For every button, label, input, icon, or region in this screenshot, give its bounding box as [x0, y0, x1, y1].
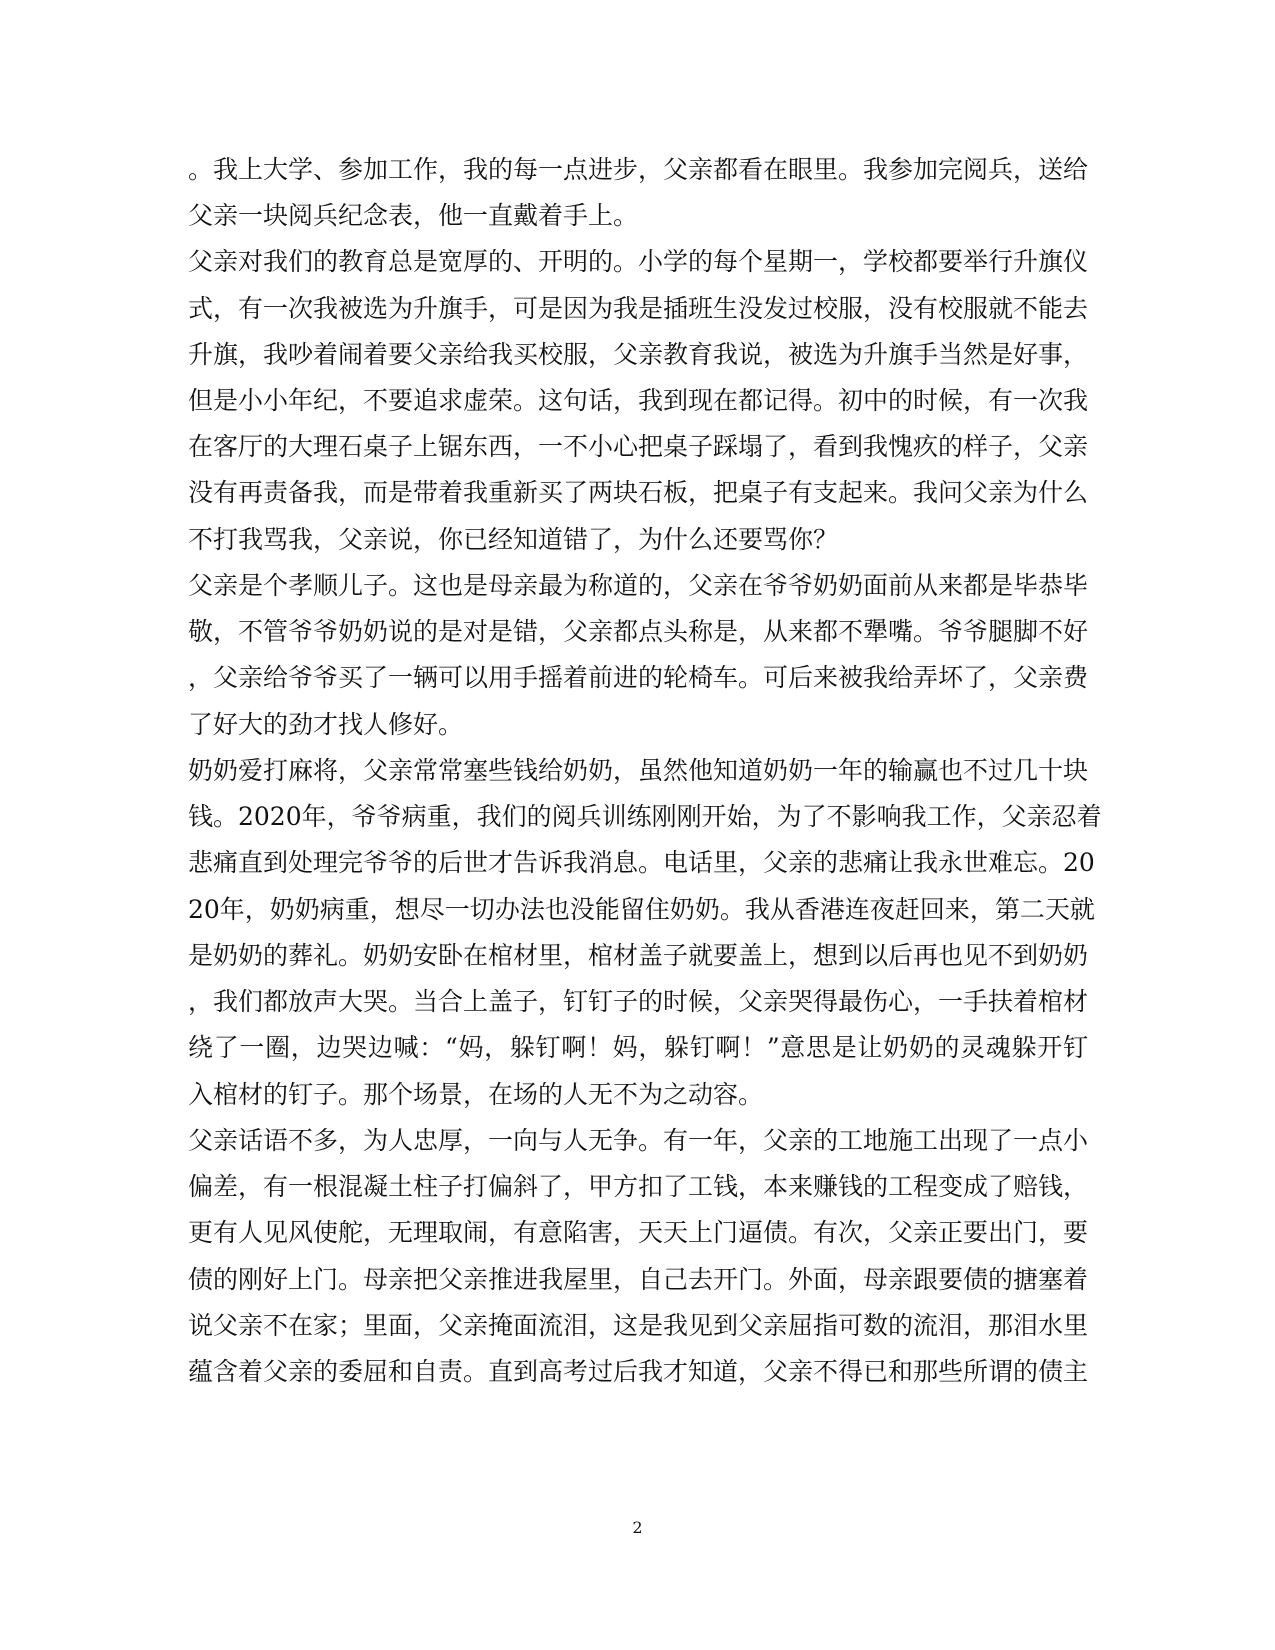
text-line-16: 悲痛直到处理完爷爷的后世才告诉我消息。电话里，父亲的悲痛让我永世难忘。20	[188, 848, 1095, 877]
text-line-21: 入棺材的钉子。那个场景，在场的人无不为之动容。	[188, 1080, 764, 1109]
text-line-8: 没有再责备我，而是带着我重新买了两块石板，把桌子有支起来。我问父亲为什么	[188, 478, 1089, 507]
text-line-6: 但是小小年纪，不要追求虚荣。这句话，我到现在都记得。初中的时候，有一次我	[188, 386, 1089, 415]
text-line-26: 说父亲不在家；里面，父亲掩面流泪，这是我见到父亲屈指可数的流泪，那泪水里	[188, 1311, 1089, 1340]
page-number: 2	[632, 1518, 643, 1537]
text-line-1: 。我上大学、参加工作，我的每一点进步，父亲都看在眼里。我参加完阅兵，送给	[188, 155, 1089, 184]
text-line-13: 了好大的劲才找人修好。	[188, 710, 464, 739]
text-line-12: ，父亲给爷爷买了一辆可以用手摇着前进的轮椅车。可后来被我给弄坏了，父亲费	[188, 663, 1089, 692]
text-line-10: 父亲是个孝顺儿子。这也是母亲最为称道的，父亲在爷爷奶奶面前从来都是毕恭毕	[188, 571, 1089, 600]
text-line-2: 父亲一块阅兵纪念表，他一直戴着手上。	[188, 201, 639, 230]
text-line-19: ，我们都放声大哭。当合上盖子，钉钉子的时候，父亲哭得最伤心，一手扶着棺材	[188, 987, 1089, 1016]
text-line-11: 敬，不管爷爷奶奶说的是对是错，父亲都点头称是，从来都不犟嘴。爷爷腿脚不好	[188, 617, 1089, 646]
text-line-3: 父亲对我们的教育总是宽厚的、开明的。小学的每个星期一，学校都要举行升旗仪	[188, 247, 1089, 276]
text-line-18: 是奶奶的葬礼。奶奶安卧在棺材里，棺材盖子就要盖上，想到以后再也见不到奶奶	[188, 941, 1089, 970]
text-line-9: 不打我骂我，父亲说，你已经知道错了，为什么还要骂你？	[188, 525, 839, 554]
text-line-23: 偏差，有一根混凝土柱子打偏斜了，甲方扣了工钱，本来赚钱的工程变成了赔钱，	[188, 1172, 1089, 1201]
text-line-27: 蕴含着父亲的委屈和自责。直到高考过后我才知道，父亲不得已和那些所谓的债主	[188, 1357, 1089, 1386]
text-line-20: 绕了一圈，边哭边喊：“妈，躲钉啊！妈，躲钉啊！”意思是让奶奶的灵魂躲开钉	[188, 1033, 1088, 1062]
text-line-24: 更有人见风使舵，无理取闹，有意陷害，天天上门逼债。有次，父亲正要出门，要	[188, 1218, 1089, 1247]
text-line-25: 债的刚好上门。母亲把父亲推进我屋里，自己去开门。外面，母亲跟要债的搪塞着	[188, 1265, 1089, 1294]
text-line-17: 20年，奶奶病重，想尽一切办法也没能留住奶奶。我从香港连夜赶回来，第二天就	[188, 895, 1095, 924]
text-line-7: 在客厅的大理石桌子上锯东西，一不小心把桌子踩塌了，看到我愧疚的样子，父亲	[188, 432, 1089, 461]
text-line-22: 父亲话语不多，为人忠厚，一向与人无争。有一年，父亲的工地施工出现了一点小	[188, 1126, 1089, 1155]
text-line-4: 式，有一次我被选为升旗手，可是因为我是插班生没发过校服，没有校服就不能去	[188, 294, 1089, 323]
text-line-14: 奶奶爱打麻将，父亲常常塞些钱给奶奶，虽然他知道奶奶一年的输赢也不过几十块	[188, 756, 1089, 785]
text-line-15: 钱。2020年，爷爷病重，我们的阅兵训练刚刚开始，为了不影响我工作，父亲忍着	[188, 802, 1102, 831]
text-line-5: 升旗，我吵着闹着要父亲给我买校服，父亲教育我说，被选为升旗手当然是好事，	[188, 340, 1089, 369]
